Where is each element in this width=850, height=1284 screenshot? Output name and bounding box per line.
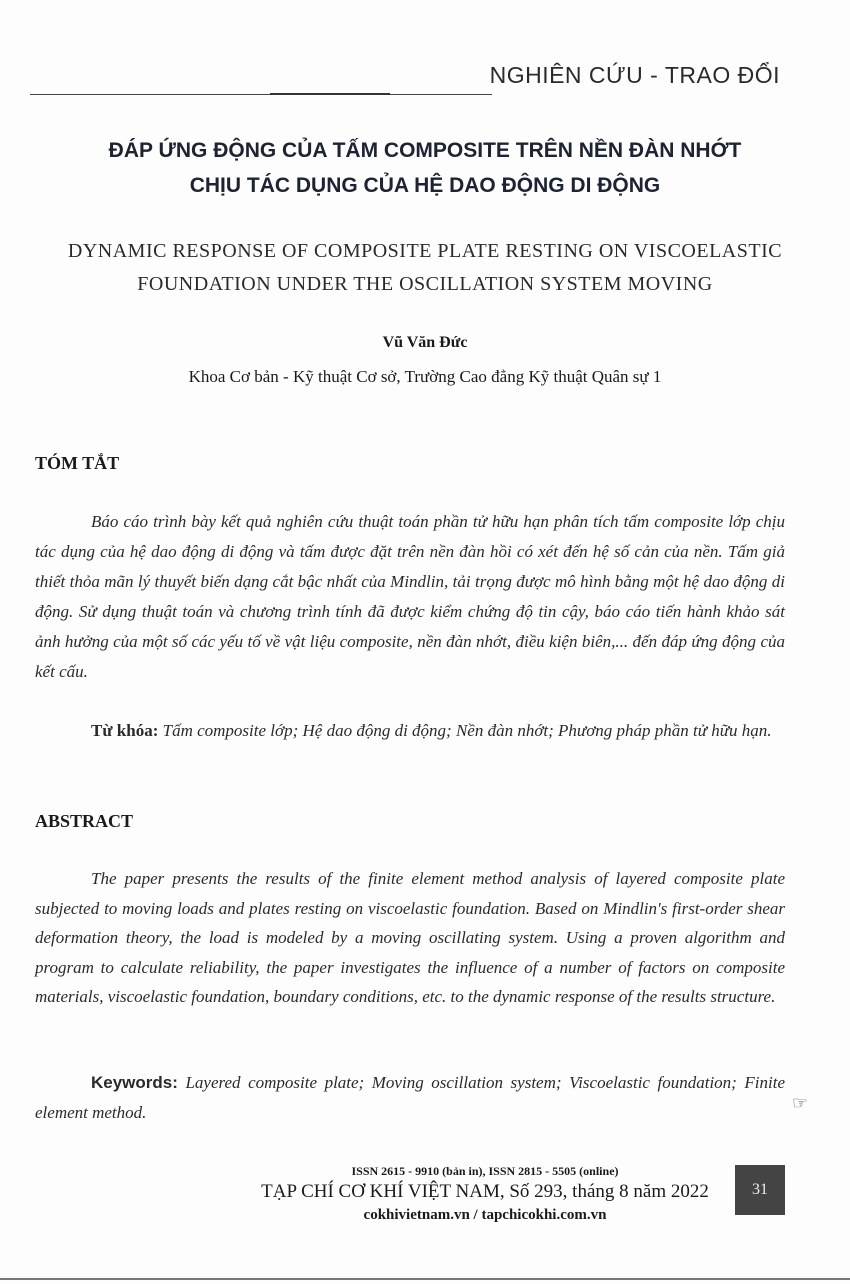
title-english <box>0 235 850 301</box>
header-rule-accent <box>270 93 390 95</box>
journal-name: TẠP CHÍ CƠ KHÍ VIỆT NAM, Số 293, tháng 8 năm 2022 <box>261 1181 709 1202</box>
summary-heading: TÓM TẮT <box>35 453 120 473</box>
keywords-label: Từ khóa: <box>91 721 159 740</box>
bottom-rule <box>0 1278 850 1280</box>
summary-body: Báo cáo trình bày kết quả nghiên cứu thuật toán phần tử hữu hạn phân tích tấm composite lớp chịu tác dụng của hệ dao động di động và tấm được đặt trên nền đàn hồi có xét đến hệ số cản của nền. Tấm giả thiết thỏa mãn lý thuyết biến dạng cắt bậc nhất của Mindlin, tải trọng được mô hình bằng một hệ dao động di động. Sử dụng thuật toán và chương trình tính đã được kiểm chứng độ tin cậy, báo cáo tiến hành khảo sát ảnh hưởng của một số các yếu tố về vật liệu composite, nền đàn nhớt, điều kiện biên,... đến đáp ứng động của kết cấu. <box>35 512 785 681</box>
title-en-line: DYNAMIC RESPONSE OF COMPOSITE PLATE RESTING ON VISCOELASTIC <box>67 240 783 262</box>
abstract-keywords <box>35 1068 785 1128</box>
title-vi-line: ĐÁP ỨNG ĐỘNG CỦA TẤM COMPOSITE TRÊN NỀN ĐÀN NHỚT <box>108 139 742 162</box>
issn: ISSN 2615 - 9910 (bản in), ISSN 2815 - 5505 (online) <box>351 1164 619 1178</box>
title-en-line: FOUNDATION UNDER THE OSCILLATION SYSTEM MOVING <box>137 273 713 295</box>
author: Vũ Văn Đức <box>382 334 468 351</box>
abstract-body: The paper presents the results of the finite element method analysis of layered composite plate subjected to moving loads and plates resting on viscoelastic foundation. Based on Mindlin's first-order shear deformation theory, the load is modeled by a moving oscillating system. Using a proven algorithm and program to calculate reliability, the paper investigates the influence of a number of factors on composite materials, viscoelastic foundation, boundary conditions, etc. to the dynamic response of the results structure. <box>35 869 785 1006</box>
pointing-hand-icon: ☞ <box>792 1093 809 1113</box>
keywords-text: Layered composite plate; Moving oscillation system; Viscoelastic foundation; Finite element method. <box>35 1073 785 1122</box>
title-vi-line: CHỊU TÁC DỤNG CỦA HỆ DAO ĐỘNG DI ĐỘNG <box>189 174 661 197</box>
abstract-heading: ABSTRACT <box>35 811 134 831</box>
header-rule <box>30 94 492 95</box>
summary-keywords <box>35 716 785 746</box>
page-number: 31 <box>735 1165 785 1215</box>
keywords-label: Keywords: <box>91 1073 178 1092</box>
keywords-text: Tấm composite lớp; Hệ dao động di động; Nền đàn nhớt; Phương pháp phần tử hữu hạn. <box>158 721 772 740</box>
section-label: NGHIÊN CỨU - TRAO ĐỔI <box>489 62 780 88</box>
footer <box>250 1162 720 1226</box>
affiliation: Khoa Cơ bản - Kỹ thuật Cơ sở, Trường Cao đẳng Kỹ thuật Quân sự 1 <box>188 367 662 386</box>
journal-website: cokhivietnam.vn / tapchicokhi.com.vn <box>363 1207 607 1223</box>
title-vietnamese <box>0 133 850 203</box>
